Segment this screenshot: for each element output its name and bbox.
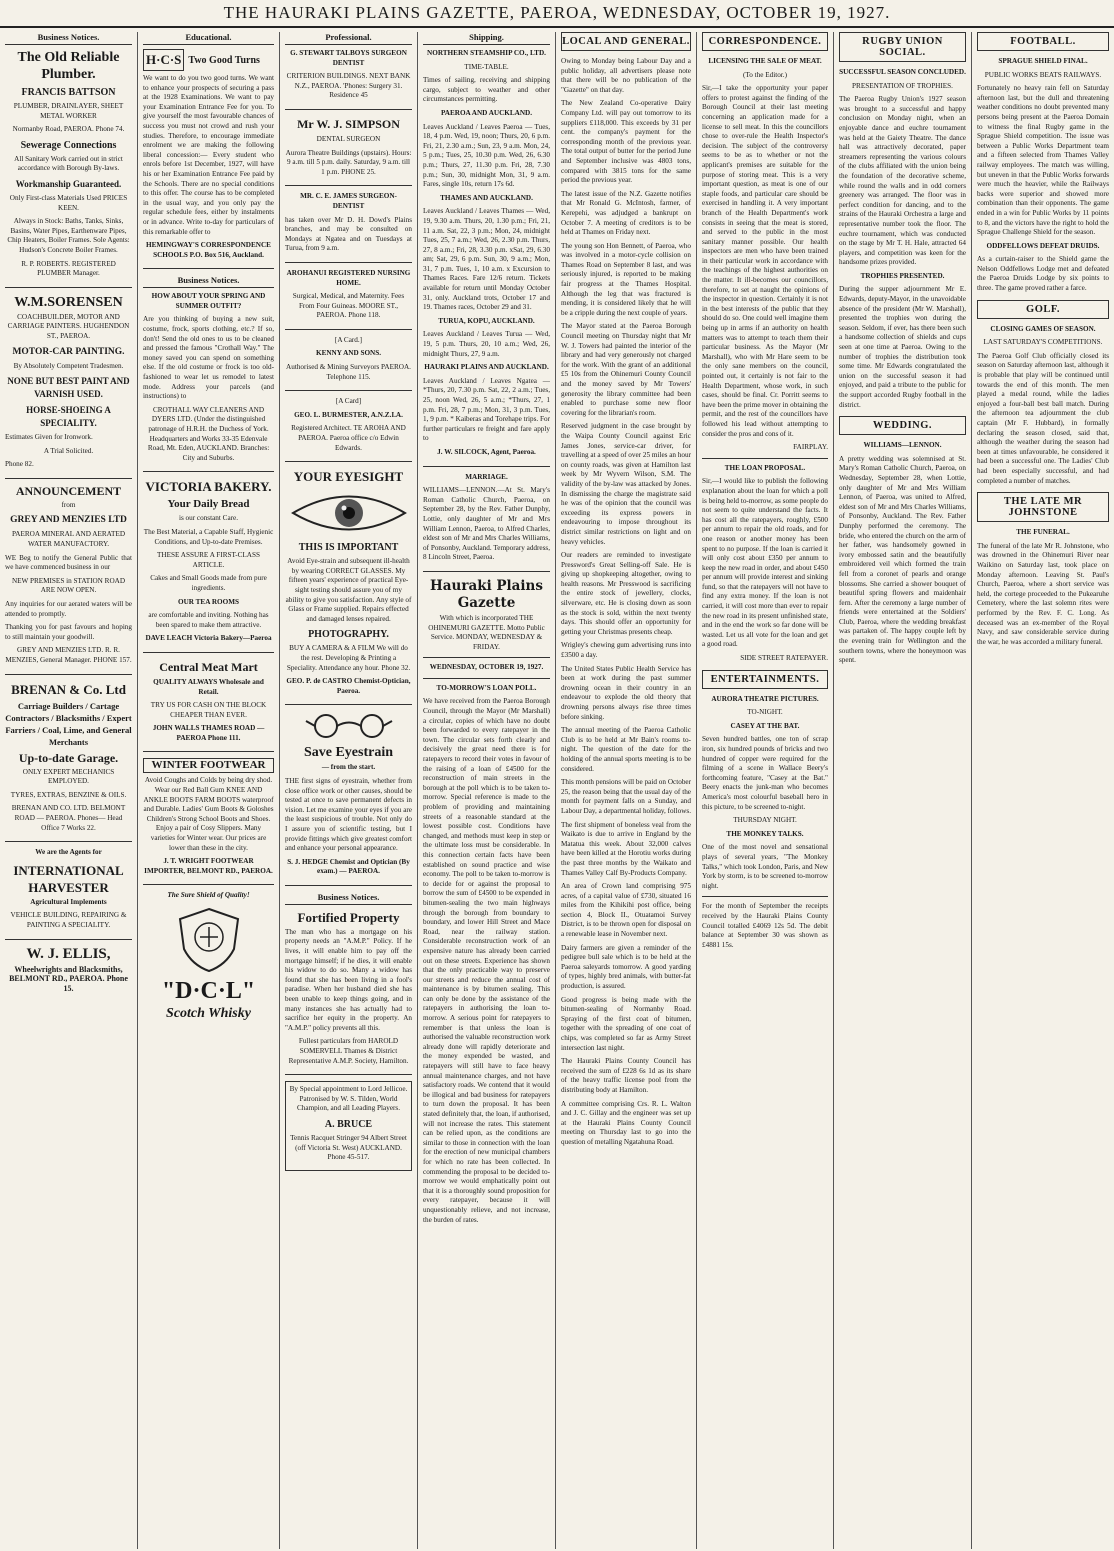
hcs-tagline: Two Good Turns (188, 54, 260, 66)
ad-grey-menzies (5, 485, 132, 675)
ad-heading: Your Daily Bread (167, 498, 250, 511)
ad-victoria-bakery (143, 478, 274, 653)
news-para: The Mayor stated at the Paeroa Borough Council meeting on Thursday night that Mr W. J. Towers had painted the interior of the library and had very generously not charged for the work. With the grant of an additional £5 10s from the Ohinemuri County Council and the money saved by Mr Towers' generosity the library committee had been enabled to purchase some new floor covering for the librarian's room. (561, 322, 691, 417)
letter-to: (To the Editor.) (742, 70, 787, 79)
letter-text: Sir,—I would like to publish the following explanation about the loan for which a poll is being held to-morrow, as some people do not seem to quite understand the facts. It has cost all the ratepayers, roughly, £500 per annum to repair the old roads, and for one reason or another money has been spent to no purpose. If the loan is carried it will only cost about £350 per annum to keep the new road in order, and about £450 per annum will provide interest and sinking fund, so that the ratepayers will not have to find any extra money. If the loan is not carried, it will cost more than ever to repair the new road in its present unfinished state, and in the end the work so far done will be wasted. Let us all vote for the loan and get a good road. (702, 477, 828, 649)
editorial-heading: TO-MORROW'S LOAN POLL. (436, 683, 537, 692)
article-heading: SUCCESSFUL SEASON CONCLUDED. (839, 68, 966, 76)
section-header: Business Notices. (143, 275, 274, 288)
ent-heading: AURORA THEATRE PICTURES. (711, 694, 819, 703)
section-title: ENTERTAINMENTS. (702, 670, 828, 689)
ad-text: Agricultural Implements (30, 897, 107, 906)
ad-text: TIME-TABLE. (464, 62, 509, 71)
ad-text: R. P. ROBERTS. REGISTERED PLUMBER Manager. (21, 259, 116, 278)
shield-icon (143, 905, 274, 975)
ad-text: By Special appointment to Lord Jellicoe. Patronised by W. S. Tilden, World Champion, and all Leading Players. (289, 1085, 408, 1113)
ad-heading: Workmanship Guaranteed. (15, 178, 122, 189)
ad-text: With which is incorporated THE OHINEMURI GAZETTE. Motto Public Service. MONDAY, WEDNESDAY & FRIDAY. (428, 613, 545, 651)
ent-film: CASEY AT THE BAT. (730, 721, 800, 730)
ad-heading: THIS IS IMPORTANT (298, 542, 399, 554)
column-shipping (418, 32, 556, 1549)
ad-title: Central Meat Mart (159, 659, 258, 674)
news-para: Our readers are reminded to investigate Pressword's Great Selling-off Sale. He is giving up shopkeeping altogether, owing to health reasons. Mr Presswood is sacrificing the entire stock of jewellery, clocks, silverware, etc. He is closing down as soon as the stock is sold, within the next twenty days. This should offer an opportunity for getting your Christmas presents cheap. (561, 551, 691, 636)
article-text: As a curtain-raiser to the Shield game the Nelson Oddfellows Lodge met and defeated the Paeroa Druids Lodge by six points to three. The game proved rather a farce. (977, 255, 1109, 293)
ad-text: Leaves Auckland / Leaves Paeroa — Tues, 18, 4 p.m. Wed, 19, noon; Thurs, 20, 6 p.m. Fri, 21, 2.30 a.m.; Sun, 23, 9 a.m. Mon, 24, 5 p.m.; Tues, 25, 10.30 p.m. Wed, 26, 6.30 p.m.; Thurs, 27, 11.30 p.m. Fri, 28, 7.30 p.m.; Sun, 30, midnight Mon, 31, 9 a.m. Fares, single 10s, return 17s 6d. (423, 122, 550, 189)
ad-text: OUR TEA ROOMS (178, 597, 239, 606)
section-title: FOOTBALL. (977, 32, 1109, 51)
ad-talboys (285, 49, 412, 110)
ad-title: WINTER FOOTWEAR (143, 758, 274, 773)
column-educational (138, 32, 280, 1549)
ad-text: Any inquiries for our aerated waters will be attended to promptly. (5, 600, 132, 618)
ad-heading: HORSE-SHOEING A SPECIALITY. (26, 405, 111, 429)
ad-text: Surgical, Medical, and Maternity. Fees From Four Guineas. MOORE ST., PAEROA. Phone 118. (292, 292, 405, 320)
column-professional (280, 32, 418, 1549)
ad-text: Only First-class Materials Used PRICES KEEN. (9, 193, 128, 212)
article-text: The Paeroa Rugby Union's 1927 season was brought to a successful and happy conclusion on Monday night, when an enjoyable dance and euchre tournament was held at the Gaiety Theatre. The dance hall was attractively decorated, paper streamers representing the various colours of the clubs affiliated with the union being the foundation of the decorative scheme, while round the walls and in odd corners greenery was arranged. The floor was in perfect condition for dancing, and to the strains of the Hauraki Orchestra a large and representative number took the floor. The euchre tournament, which was conducted on the stage by Mr T. H. Hale, attracted 64 players, and competition was keen for the handsome prizes provided. (839, 95, 966, 267)
article-heading: SPRAGUE SHIELD FINAL. (998, 57, 1088, 65)
ad-text: We want to do you two good turns. We want to enhance your prospects of securing a pass at the 1928 Examinations. We want to pay your Examination Entrance Fee for you. To give yourself the most favourable chances of success you must not crowd and rush your studies. Therefore, to encourage immediate enrolment we are making the following liberal concession:— Every student who enrols before 1st December, 1927, will have his or her Examination Entrance Fee paid by the Schools. There are no special conditions to this offer. The course has to be completed in the usual way, and you only pay the regular schedule fees, either by instalments or in advance. Write to-day for particulars of this remarkable offer to (143, 74, 274, 236)
ad-simpson (285, 116, 412, 186)
letter-text: Sir,—I take the opportunity your paper offers to protest against the finding of the Borough Council at their last meeting concerning an application made for a license to sell meat. In this the councillors chose to over-rule the Health Inspector's decision. The subject of the controversy seems to be as to whether or not the applicant's premises are suitable for the purpose of storing meat. This is a very important question, as meat is one of our staple foods, and particular care should be exercised in handling it. A very important branch of the Health Department's work consists in seeing that the meat is stored, and served to the public in the most sanitary manner possible. Our health inspectors are men who have been trained in their particular work in accordance with the teachings of the highest authorities on the matter. It ill-becomes our councillors, therefore, to set at naught the opinions of the inspector in question. Certainly it is not in the best interests of the public that they should do so. One could well imagine them being up in arms if an authority on health matters was to attempt to teach them their particular business. As the Mayor (Mr Marshall), who with Mr Hare seem to be the only sane members on the council, pointed out, it certainly is not fair to the Health Department, whose work, in such cases, should be final. Cr. Porritt seems to have been the prime mover in obtaining the permit, and the rest of the councillors have followed his lead without attempting to consider the pros and cons of it. (702, 84, 828, 438)
ad-title: ANNOUNCEMENT (15, 483, 122, 498)
ad-text: THE first signs of eyestrain, whether from close office work or other causes, should be tested at once to save permanent defects in vision. Let me examine your eyes if you are the least suspicious of trouble. Not only do I assure you of scientific testing, but I provide fittings which give greatest comfort and enhance your personal appearance. (285, 776, 412, 853)
eye-icon (285, 488, 412, 538)
ad-heading: PAEROA AND AUCKLAND. (440, 108, 533, 117)
ad-text: is our constant Care. (178, 514, 239, 523)
ad-text: GEO. P. de CASTRO Chemist-Optician, Paeroa. (286, 677, 411, 695)
ad-kenny (285, 336, 412, 391)
ad-text: Avoid Coughs and Colds by being dry shod. Wear our Red Ball Gum KNEE AND ANKLE BOOTS FARM BOOTS waterproof and Durable. Ladies' Gum Boots & Goloshes Children's Strong School Boots and Shoes. Enjoy a pair of Cosy Slippers. Many varieties for Winter wear. Our prices are lower than these in the city. (143, 776, 274, 852)
section-title: CORRESPONDENCE. (702, 32, 828, 51)
ad-james (285, 192, 412, 263)
editorial-date: WEDNESDAY, OCTOBER 19, 1927. (429, 663, 544, 672)
section-header: Professional. (285, 32, 412, 45)
ad-heading: THAMES AND AUCKLAND. (440, 193, 533, 202)
ad-text: QUALITY ALWAYS Wholesale and Retail. (153, 677, 264, 696)
ad-text: TRY US FOR CASH ON THE BLOCK CHEAPER THAN EVER. (150, 701, 267, 719)
letter-heading: THE LOAN PROPOSAL. (724, 463, 806, 472)
ad-text: Avoid Eye-strain and subsequent ill-health by wearing CORRECT GLASSES. My fifteen years' experience of practical Eye-sight testing should assure you of my ability to give you satisfaction. Any style of Glass or Frame supplied. Repairs effected and damaged lenses repaired. (285, 557, 412, 623)
divider (423, 678, 550, 679)
ad-text: Cakes and Small Goods made from pure ingredients. (150, 574, 267, 592)
ad-title: "D·C·L" (161, 978, 256, 1004)
news-para: A committee comprising Crs. R. L. Walton and J. C. Gillay and the engineer was set up at the Hauraki Plains County Council meeting on Thursday last to go into the question of metalling Ngatahuna Road. (561, 1099, 691, 1146)
ad-title: Fortified Property (297, 909, 400, 925)
ad-text: Times of sailing, receiving and shipping cargo, subject to weather and other circumstances permitting. (423, 76, 550, 104)
news-para: The New Zealand Co-operative Dairy Company Ltd. will pay out tomorrow to its suppliers £118,000. This exceeds by 31 per cent. the company's payment for the corresponding month of the previous year. The total output of butter for the period June and September inclusive was 4803 tons, compared with 3815 tons for the same period the previous year. (561, 99, 691, 185)
ad-text: Are you thinking of buying a new suit, costume, frock, sports clothing, etc.? If so, don't! Send the old ones to us to be cleaned and pressed the famous "Crothall Way." The money saved you can spend on something else. If the old costume or frock is too old-fashioned to wear let us remodel to latest mode. Address your parcels (and instructions) to (143, 315, 274, 401)
news-para: The first shipment of boneless veal from the Waikato is due to arrive in England by the Matatua this week. About 32,000 calves have been killed at the Horotiu works during the past three months by the Waikato and Thames Valley Calf By-Products Company. (561, 820, 691, 877)
newspaper-page (0, 28, 1114, 1549)
ad-heading: KENNY AND SONS. (315, 349, 382, 358)
ad-harvester (5, 848, 132, 939)
ad-text: Wheelwrights and Blacksmiths, BELMONT RD., PAEROA. Phone 15. (9, 964, 128, 993)
ad-heading: HOW ABOUT YOUR SPRING AND SUMMER OUTFIT? (151, 292, 266, 310)
ad-text: DENTAL SURGEON (316, 134, 381, 143)
column-correspondence (697, 32, 834, 1549)
ad-text: CROTHALL WAY CLEANERS AND DYERS LTD. (Under the distinguished patronage of H.R.H. the Duchess of York. Headquarters and Works 33-35 Edenvale Road, Mt. Eden, AUCKLAND. Branches: City and Suburbs. (147, 405, 270, 462)
masthead: THE HAURAKI PLAINS GAZETTE, PAEROA, WEDNESDAY, OCTOBER 19, 1927. (0, 0, 1114, 28)
column-sport (972, 32, 1114, 1549)
ad-title: The Old Reliable Plumber. (17, 50, 120, 82)
editorial (423, 578, 550, 1225)
ad-text: Leaves Auckland / Leaves Turua — Wed, 19, 5 p.m. Thurs, 20, 10 a.m.; Wed, 26, midnight Thurs, 27, 9 a.m. (423, 330, 550, 358)
ent-film: THE MONKEY TALKS. (726, 829, 804, 838)
ad-text: Registered Architect. TE AROHA AND PAEROA. Paeroa office c/o Edwin Edwards. (291, 424, 406, 452)
ent-text: One of the most novel and sensational plays of several years, "The Monkey Talks," which took London, Paris, and New York by storm, is to be screened to-morrow night. (702, 843, 828, 890)
editorial-text: We have received from the Paeroa Borough Council, through the Mayor (Mr Marshall) a circular, copies of which have no doubt been forwarded to every ratepayer in the town. The circular sets forth clearly and decisively the great need there is for ratepayers to record their votes in favour of the raising of a loan of £4500 for the reconstruction of main streets in the borough at the poll which is to be taken to-morrow. Special reference is made to the problem of providing and maintaining streets of a reasonable standard at the lowest possible cost. Conditions have changed, and methods must keep in step or the ultimate loss must be considerable. In this connection certain facts have been established on sound practice and wise economy. The poll to be taken to-morrow is to decide for or against the proposal to borrow the sum of £4500 to be expended in bitumen-sealing the two main highways through the borough from boundary to boundary, and lower Hill Street and Mace Road, near the railway station. Considerable reconstruction work of an expensive nature has already been carried out on these streets. Experience has shown that the only practicable way to preserve our streets and reduce the annual cost of maintenance is by bitumen sealing. This can only be done by the assistance of the ratepayers in authorising the loan to-morrow. A serious point for ratepayers to remember is that unless the loan is authorised the valuable reconstruction work already done will rapidly deteriorate and the money expended be wasted, and ratepayers will still have to face heavy annual maintenance charges, and not have satisfactory roads. We contend that it would be illogical and bad business for ratepayers to turn down the proposal. It has been stated definitely that, the loan, if authorised, will not increase the rates. This statement can be relied upon, as the conditions are similar to those in connection with the loan for the erection of new municipal chambers for which no rate has been collected. In commending the proposal to be decided to-morrow we would emphatically point out that it is a thoroughly sound proposition for every ratepayer, because it will unquestionably relieve, and not increase, the burden of rates. (423, 697, 550, 1224)
letter-signature: SIDE STREET RATEPAYER. (740, 654, 828, 663)
section-title: LOCAL AND GENERAL. (561, 32, 691, 51)
section-header: Business Notices. (285, 892, 412, 905)
news-para: This month pensions will be paid on October 25, the reason being that the usual day of the month for payment falls on a Sunday, and Labour Day, a departmental holiday, follows. (561, 778, 691, 815)
ad-meat-mart (143, 659, 274, 753)
ad-text: Authorised & Mining Surveyors PAEROA. Telephone 115. (286, 363, 411, 381)
divider (702, 896, 828, 897)
article-text: Fortunately no heavy rain fell on Saturday afternoon last, but the dull and threatening weather conditions no doubt prevented many persons being present at the Paeroa Domain to witness the final Rugby game in the Sprague Shield competition. The issue was between a Public Works Department team and a fifteen selected from Thames Valley railway employees. The match was willing, but uneven in that the Public Works forwards were much the heavier, while the Railways backs were superior and showed more combination than their opponents. The game ended in a win for Public Works by 11 points to 8, and the victors have the right to hold the Sprague Challenge Shield for the season. (977, 84, 1109, 237)
ad-title: VICTORIA BAKERY. (145, 479, 272, 495)
ad-dcl (143, 891, 274, 1020)
ad-text: We are the Agents for (35, 848, 102, 857)
ad-text: Fullest particulars from HAROLD SOMERVELL Thames & District Representative A.M.P. Society, Hamilton. (288, 1037, 409, 1065)
ad-text: Normanby Road, PAEROA. Phone 74. (12, 125, 125, 134)
ad-text: Carriage Builders / Cartage Contractors / Blacksmiths / Expert Farriers / Coal, Lime, and General Merchants (5, 700, 132, 747)
news-para: Dairy farmers are given a reminder of the pedigree bull sale which is to be held at the Paeroa saleyards tomorrow. A good yarding of types, highly bred animals, with butter-fat production, is assured. (561, 943, 691, 991)
ad-text: BRENAN AND CO. LTD. BELMONT ROAD — PAEROA. Phones— Head Office 7 Works 22. (11, 804, 126, 832)
news-para: An area of Crown land comprising 975 acres, of a capital value of £730, situated 16 miles from the Kihikihi post office, being section 4, Block II., Otuatamoi Survey District, is to be thrown open for disposal on a renewable lease in November next. (561, 882, 691, 939)
ad-text: GREY AND MENZIES LTD. R. R. MENZIES, General Manager. PHONE 157. (5, 646, 132, 664)
ad-heading: HAURAKI PLAINS AND AUCKLAND. (424, 363, 549, 372)
ad-heading: GREY AND MENZIES LTD (10, 515, 127, 526)
news-para: The annual meeting of the Paeroa Catholic Club is to be held at Mr Bain's rooms to-night. The question of the date for the holding of the annual sports meeting is to be considered. (561, 726, 691, 773)
ad-text: COACHBUILDER, MOTOR AND CARRIAGE PAINTERS. HUGHENDON ST., PAEROA. (7, 312, 130, 340)
ad-heading: NONE BUT BEST PAINT AND VARNISH USED. (7, 376, 130, 400)
article-text: During the supper adjournment Mr E. Edwards, deputy-Mayor, in the unavoidable absence of the president (Mr W. Marshall), presented the trophies won during the season. Seldom, if ever, has there been such a handsome collection of shields and cups seen at one time at Paeroa. Owing to the number of trophies the distribution took some time. Mr Edwards congratulated the union on the successful season it had enjoyed, and paid a tribute to the public for the support accorded Rugby football in the district. (839, 285, 966, 409)
column-rugby-wedding (834, 32, 972, 1549)
ad-text: PLUMBER, DRAINLAYER, SHEET METAL WORKER (13, 102, 124, 120)
ad-text: — from the start. (321, 763, 376, 772)
ad-save-eyestrain (285, 711, 412, 886)
section-title: RUGBY UNION SOCIAL. (839, 32, 966, 62)
ad-brenan (5, 681, 132, 843)
ad-crothall (143, 292, 274, 472)
ad-text: WE Beg to notify the General Public that we have commenced business in our (5, 553, 132, 572)
article-subheading: PUBLIC WORKS BEATS RAILWAYS. (984, 70, 1102, 79)
hcs-logo: H·C·S (143, 49, 184, 71)
news-para: Good progress is being made with the bitumen-sealing of Normanby Road. Spraying of the first coat of bitumen, together with the spreading of one coat of chips, was completed so far as Army Street intersection last night. (561, 995, 691, 1052)
article-text: A pretty wedding was solemnised at St. Mary's Roman Catholic Church, Paeroa, on Wednesday, September 28, when Lottie, only daughter of Mr and Mrs William Lennon, of Paeroa, was united to Alfred, eldest son of Mr and Mrs Charles Williams, of Ponsonby, Auckland. The Rev. Father Dunphy performed the ceremony. The bride, who entered the church on the arm of her father, was handsomely gowned in ivory embossed satin and the beautifully embroidered veil which formed the train fell from a coronet of pearls and orange blossoms. She carried a shower bouquet of beautiful spring flowers and maidenhair fern. After the ceremony a large number of friends were entertained at the Soldiers' Club, Paeroa, where the wedding breakfast was partaken of. The happy couple left by the evening train for Wellington and the southern towns, where the honeymoon was spent. (839, 454, 966, 665)
ad-text: The Sure Shield of Quality! (167, 891, 250, 900)
ad-text: PAEROA MINERAL AND AERATED WATER MANUFACTORY. (11, 530, 126, 549)
letter-signature: FAIRPLAY. (793, 443, 828, 452)
ad-text: J. W. SILCOCK, Agent, Paeroa. (437, 447, 536, 456)
ad-text: J. T. WRIGHT FOOTWEAR IMPORTER, BELMONT RD., PAEROA. (144, 857, 273, 875)
ad-text: VEHICLE BUILDING, REPAIRING & PAINTING A SPECIALITY. (10, 911, 127, 929)
ad-heading: MOTOR-CAR PAINTING. (12, 346, 125, 357)
news-para: The young son Hon Bennett, of Paeroa, who was involved in a motor-cycle collision on Thames Road on September 8 last, and was seriously injured, is reported to be making fair progress at the Thames Hospital. Although the leg that was fractured is mending, it is considered likely that he will be a cripple during the next couple of years. (561, 241, 691, 317)
article-text: The Paeroa Golf Club officially closed its season on Saturday afternoon last, although it is probable that play will be continued until towards the end of this month. The men played a medal round, while the ladies enjoyed a four-ball best ball match. During the afternoon tea adjournment the club captain (Mr F. Hubbard), in formally declaring the season closed, said that, although the weather during the season had been at times unfavourable, he considered it had been a successful one. The Ladies' Club had been especially successful, and had completed a number of matches. (977, 351, 1109, 485)
divider (423, 657, 550, 658)
ad-heading: G. STEWART TALBOYS SURGEON DENTIST (290, 49, 407, 67)
ad-text: All Sanitary Work carried out in strict accordance with Borough By-laws. (14, 154, 123, 173)
ad-text: CRITERION BUILDINGS. NEXT BANK N.Z., PAEROA. 'Phones: Surgery 31. Residence 45 (286, 72, 411, 100)
ad-heading: MARRIAGE. (465, 472, 508, 481)
article-heading: CLOSING GAMES OF SEASON. (990, 324, 1096, 333)
ad-eyesight (285, 468, 412, 705)
ad-amp (285, 909, 412, 1075)
news-para: The Hauraki Plains County Council has received the sum of £228 6s 1d as its share of the heavy traffic license pool from the distributing body at Hamilton. (561, 1057, 691, 1094)
divider (702, 458, 828, 459)
notice-marriage (423, 473, 550, 572)
news-para: For the month of September the receipts received by the Hauraki Plains County Council totalled £4069 12s 5d. The debit balance at September 30 was shown as £4881 15s. (702, 902, 828, 949)
ad-text: Aurora Theatre Buildings (upstairs). Hours: 9 a.m. till 5 p.m. daily. Saturday, 9 a.m. till 1 p.m. PHONE 25. (285, 148, 412, 176)
article-subheading: TROPHIES PRESENTED. (860, 271, 945, 280)
ad-text: HEMINGWAY'S CORRESPONDENCE SCHOOLS P.O. Box 516, Auckland. (146, 241, 271, 259)
ad-heading: MR. C. E. JAMES SURGEON-DENTIST (300, 192, 397, 210)
ad-text: Phone 82. (5, 460, 34, 469)
article-subheading: THE FUNERAL. (1016, 528, 1070, 537)
section-header: Business Notices. (5, 32, 132, 45)
column-local-general (556, 32, 697, 1549)
spectacles-icon (285, 711, 412, 741)
ad-text: The man who has a mortgage on his property needs an "A.M.P." Policy. If he lives, it will enable him to pay off the mortgage himself; if he dies, it will enable his widow to do so. Many a widow has found that she has been living in a fool's paradise. When her husband died she has been unable to keep things going, and in many instances she has actually had to sacrifice her equity in the property. An "A.M.P." policy prevents all this. (285, 927, 412, 1032)
ad-text: has taken over Mr D. H. Dowd's Plains branches, and may be consulted on Mondays at Ngatea and on Tuesdays at Turua, from 9 a.m. (285, 215, 412, 253)
ad-heading: A. BRUCE (324, 1118, 373, 1130)
ad-text: THESE ASSURE A FIRST-CLASS ARTICLE. (157, 551, 260, 569)
article-subheading: ODDFELLOWS DEFEAT DRUIDS. (986, 241, 1100, 250)
ad-title: W.M.SORENSEN (14, 294, 123, 310)
ad-text: The Best Material, a Capable Staff, Hygienic Conditions, and Up-to-date Premises. (143, 527, 274, 546)
article-heading: WILLIAMS—LENNON. (863, 441, 942, 450)
ad-text: [A Card.] (334, 335, 363, 344)
ad-heading: GEO. L. BURMESTER, A.N.Z.I.A. (294, 410, 403, 419)
ad-plumber (5, 49, 132, 288)
news-para: The latest issue of the N.Z. Gazette notifies that Mr Ronald G. McIntosh, farmer, of Kerepehi, was adjudged a bankrupt on October 7. A meeting of creditors is to be held at Thames on Friday next. (561, 189, 691, 237)
ad-heading: TURUA, KOPU, AUCKLAND. (438, 316, 535, 325)
article-text: The funeral of the late Mr R. Johnstone, who was drowned in the Ohinemuri River near Waikino on Saturday last, took place on Monday afternoon. Leaving St. Paul's Church, Paeroa, where a short service was held, the cortege proceeded to the Pukearuhe Cemetery, where the last solemn rites were performed by the Rev. F. C. Long. As deceased was an ex-member of the Royal Navy, and saw considerable service during the war, he was accorded a military funeral. (977, 541, 1109, 646)
ad-bruce (285, 1081, 412, 1171)
ad-text: from (61, 500, 76, 509)
ad-text: S. J. HEDGE Chemist and Optician (By exam.) — PAEROA. (287, 857, 410, 876)
ad-sorensen (5, 294, 132, 479)
ad-text: By Absolutely Competent Tradesmen. (13, 361, 124, 370)
ad-text: WILLIAMS—LENNON.—At St. Mary's Roman Catholic Church, Paeroa, on September 28, by the Rev. Father Dunphy, Lottie, only daughter of Mr and Mrs William Lennon, Paeroa, to Alfred Charles, eldest son of Mr and Mrs Charles Williams, of Ponsonby, Auckland. Temporary address, 8 Lincoln Street, Paeroa. (423, 486, 550, 562)
article-subheading: PRESENTATION OF TROPHIES. (852, 81, 953, 90)
ad-text: BUY A CAMERA & A FILM We will do the rest. Developing & Printing a Speciality. Attendance any hour. Phone 32. (286, 644, 411, 672)
section-header: Shipping. (423, 32, 550, 45)
ent-text: Seven hundred battles, one ton of scrap iron, six hundred pounds of bricks and two hundred of copper were required for the filming of a scene in Wallace Beery's forthcoming feature, "Casey at the Bat." Beery enacts the junk-man who becomes America's most colourful baseball hero in this picture, to be screened to-night. (702, 735, 828, 811)
ad-arohanui (285, 269, 412, 330)
section-header: Educational. (143, 32, 274, 45)
ad-heading: Up-to-date Garage. (18, 750, 119, 765)
ad-text: TYRES, EXTRAS, BENZINE & OILS. (10, 790, 127, 799)
column-business (0, 32, 138, 1549)
section-title: THE LATE MR JOHNSTONE (977, 492, 1109, 522)
news-para: Wrigley's chewing gum advertising runs into £3500 a day. (561, 641, 691, 660)
ad-hcs (143, 49, 274, 269)
ad-text: Always in Stock: Baths, Tanks, Sinks, Basins, Water Pipes, Earthenware Pipes, Chip Heaters, Boiler Frames. Sole Agents: Hudson's Concrete Boiler Frames. (7, 217, 130, 254)
ent-text: THURSDAY NIGHT. (733, 816, 797, 825)
ad-text: NEW PREMISES in STATION ROAD ARE NOW OPEN. (11, 576, 126, 595)
ad-winter-footwear (143, 758, 274, 885)
ad-title: Mr W. J. SIMPSON (297, 116, 400, 131)
ad-heading: PHOTOGRAPHY. (308, 629, 389, 641)
ad-title: W. J. ELLIS, (26, 945, 111, 962)
ad-title: BRENAN & Co. Ltd (11, 681, 126, 697)
section-title: GOLF. (977, 300, 1109, 319)
news-para: The United States Public Health Service has been at work during the past summer drowning ocean in their country in an endeavour to explode the old theory that drowning persons always rise three times before sinking. (561, 664, 691, 721)
ad-ellis (5, 946, 132, 994)
ad-text: are comfortable and inviting. Nothing has been spared to make them attractive. (148, 611, 269, 629)
ad-text: Leaves Auckland / Leaves Thames — Wed, 19, 9.30 a.m. Thurs, 20, 1.30 p.m.; Fri, 21, 11 a.m. Sat, 22, 3 p.m.; Mon, 24, midnight Tues, 25, 7 a.m.; Wed, 26, 2.30 p.m. Thurs, 27, 8 a.m.; Fri, 28, 3.30 p.m. xSat, 29, 6.30 am; Sat, 29, 6 p.m. Sun, 30, 9 a.m.; Mon, 31, 7 p.m. Tues, 1, 10 a.m. x Excursion to Thames Races. Fare 12/6 return. Tickets available for return until Monday October 31, only. Auckland trots, October 17 and 19. Thames races, October 29 and 31. (423, 207, 550, 312)
article-subheading: LAST SATURDAY'S COMPETITIONS. (983, 338, 1103, 347)
news-para: Reserved judgment in the case brought by the Waipa County Council against Eric James Jones, service-car driver, for travelling at a speed of over 25 miles an hour on county roads, was given at Hamilton last week by Mr Wyvern Wilson, S.M. The validity of the by-law was attacked by Jones. In dismissing the charge the magistrate said he was of the opinion that the council was exceeding its express powers in endeavouring to impose throughout its district similar restrictions on light and on heavy vehicles. (561, 422, 691, 546)
ad-burmester (285, 397, 412, 462)
ad-text: Estimates Given for Ironwork. (5, 433, 93, 442)
ad-text: [A Card] (335, 397, 362, 406)
ad-text: A Trial Solicited. (43, 446, 94, 455)
ad-heading: AROHANUI REGISTERED NURSING HOME. (286, 268, 411, 287)
ad-title: YOUR EYESIGHT (293, 469, 404, 485)
ad-title: INTERNATIONAL HARVESTER (13, 862, 124, 895)
ad-name: FRANCIS BATTSON (21, 87, 116, 98)
shipping-timetable (423, 49, 550, 467)
ad-text: ONLY EXPERT MECHANICS EMPLOYED. (22, 767, 115, 786)
news-para: Owing to Monday being Labour Day and a public holiday, all advertisers please note that there will be no publication of the "Gazette" on that day. (561, 57, 691, 94)
ad-text: JOHN WALLS THAMES ROAD — PAEROA Phone 111. (152, 724, 265, 742)
ent-text: TO-NIGHT. (747, 708, 783, 717)
letter-heading: LICENSING THE SALE OF MEAT. (708, 57, 822, 65)
ad-text: Leaves Auckland / Leaves Ngatea — *Thurs, 20, 7.30 p.m. Sat, 22, 2 a.m.; Tues, 25, noon Wed, 26, 5 a.m.; *Thurs, 27, 1 p.m. Fri, 28, 7 p.m.; Mon, 31, 3 p.m. Tues, 1, 9 p.m. * Kaiberas and Torehape trips. For further particulars re freight and fare apply to (423, 376, 550, 443)
ad-title: Save Eyestrain (303, 745, 394, 761)
ad-text: Thanking you for past favours and hoping to still maintain your goodwill. (5, 623, 132, 641)
ad-heading: Scotch Whisky (166, 1006, 251, 1021)
ad-text: Tennis Racquet Stringer 94 Albert Street (off Victoria St. West) AUCKLAND. Phone 45-517. (290, 1133, 407, 1162)
ad-heading: NORTHERN STEAMSHIP CO., LTD. (427, 49, 546, 57)
ad-text: DAVE LEACH Victoria Bakery—Paeroa (145, 634, 272, 643)
section-title: WEDDING. (839, 416, 966, 435)
ad-heading: Sewerage Connections (20, 139, 117, 151)
paper-nameplate: Hauraki Plains Gazette (430, 577, 543, 611)
